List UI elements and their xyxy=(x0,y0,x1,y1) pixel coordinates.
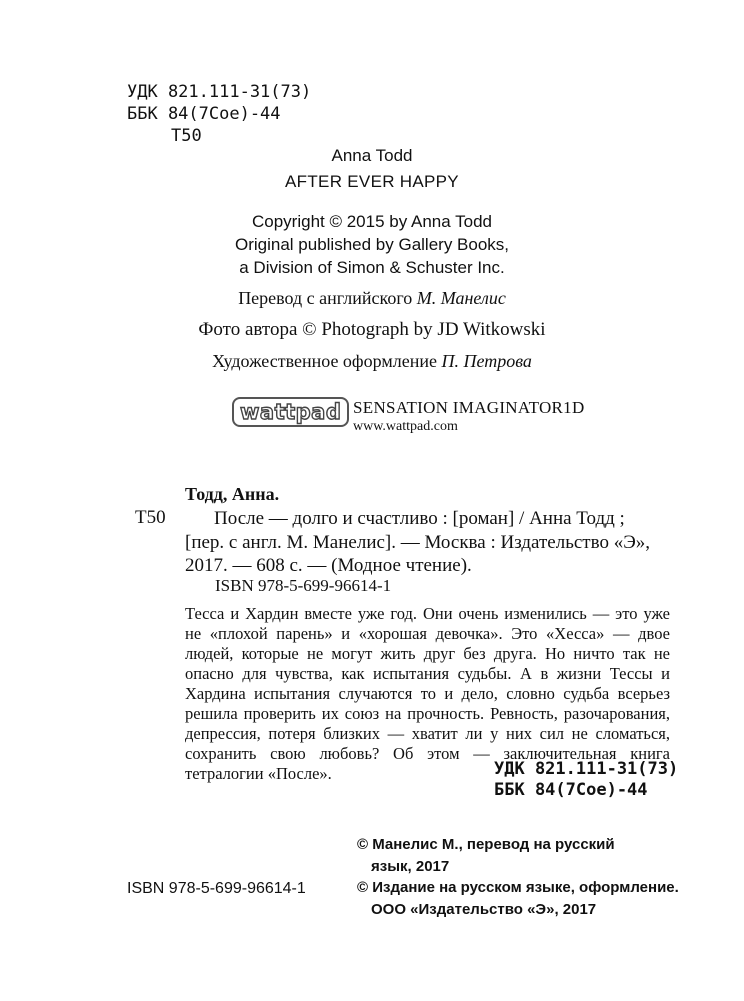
wattpad-url: www.wattpad.com xyxy=(353,419,458,434)
translation-name: М. Манелис xyxy=(416,288,506,308)
catalog-author-heading: Тодд, Анна. xyxy=(185,484,280,504)
design-name: П. Петрова xyxy=(441,351,532,371)
udk-bottom: УДК 821.111-31(73) xyxy=(494,759,679,779)
annotation: Тесса и Хардин вместе уже год. Они очень изменились — это уже не «плохой парень» и «хорошая девочка». Это «Хесса» — двое людей, которые не могут жить друг без друга. Но ничто так не опасно для чувства, как испытания судьбы. А в жизни Тессы и Хардина испытания случаются то и дело, словно судьба всерьез решила проверить их союз на прочность. Ревность, разочарования, депрессия, потеря близких — хватит ли у них сил не сломаться, сохранить свою любовь? Об этом — заключительная книга тетралогии «После». xyxy=(185,604,670,783)
copyright-translation: © Манелис М., перевод на русский xyxy=(357,836,615,853)
copyright-edition: © Издание на русском языке, оформление. xyxy=(357,879,679,896)
catalog-isbn: ISBN 978-5-699-96614-1 xyxy=(215,576,392,595)
copyright-original xyxy=(0,210,744,279)
catalog-line: 2017. — 608 с. — (Модное чтение). xyxy=(185,555,472,576)
copyright-line: a Division of Simon & Schuster Inc. xyxy=(239,258,505,277)
catalog-line: После — долго и счастливо : [роман] / Анна Тодд ; xyxy=(214,508,625,529)
copyright-line: Original published by Gallery Books, xyxy=(234,235,510,254)
copyright-edition-cont: ООО «Издательство «Э», 2017 xyxy=(371,900,597,918)
catalog-code: Т50 xyxy=(135,507,166,528)
copyright-line: Copyright © 2015 by Anna Todd xyxy=(252,212,492,231)
wattpad-logo-icon: wattpad xyxy=(232,397,349,427)
catalog-line: [пер. с англ. М. Манелис]. — Москва : Издательство «Э», xyxy=(185,531,650,553)
wattpad-logo xyxy=(232,397,349,427)
design-label: Художественное оформление xyxy=(212,351,437,371)
catalog-description xyxy=(185,507,650,578)
wattpad-user: SENSATION IMAGINATOR1D xyxy=(353,398,585,417)
photo-credit: Фото автора © Photograph by JD Witkowski xyxy=(198,319,546,340)
footer-isbn: ISBN 978-5-699-96614-1 xyxy=(127,880,306,897)
udk-bottom-block xyxy=(494,759,678,801)
original-author: Anna Todd xyxy=(331,146,413,165)
design-credit xyxy=(0,351,744,372)
original-title: AFTER EVER HAPPY xyxy=(285,172,459,191)
translation-credit xyxy=(0,288,744,309)
udk-top-block xyxy=(127,81,311,147)
footer-copyrights xyxy=(357,834,679,920)
bbk-bottom: ББК 84(7Сое)-44 xyxy=(494,780,648,800)
translation-label: Перевод с английского xyxy=(238,288,413,308)
bbk-top: ББК 84(7Сое)-44 xyxy=(127,104,281,124)
copyright-translation-cont: язык, 2017 xyxy=(371,857,450,875)
author-code-top: Т50 xyxy=(171,126,202,146)
udk-top: УДК 821.111-31(73) xyxy=(127,82,312,102)
